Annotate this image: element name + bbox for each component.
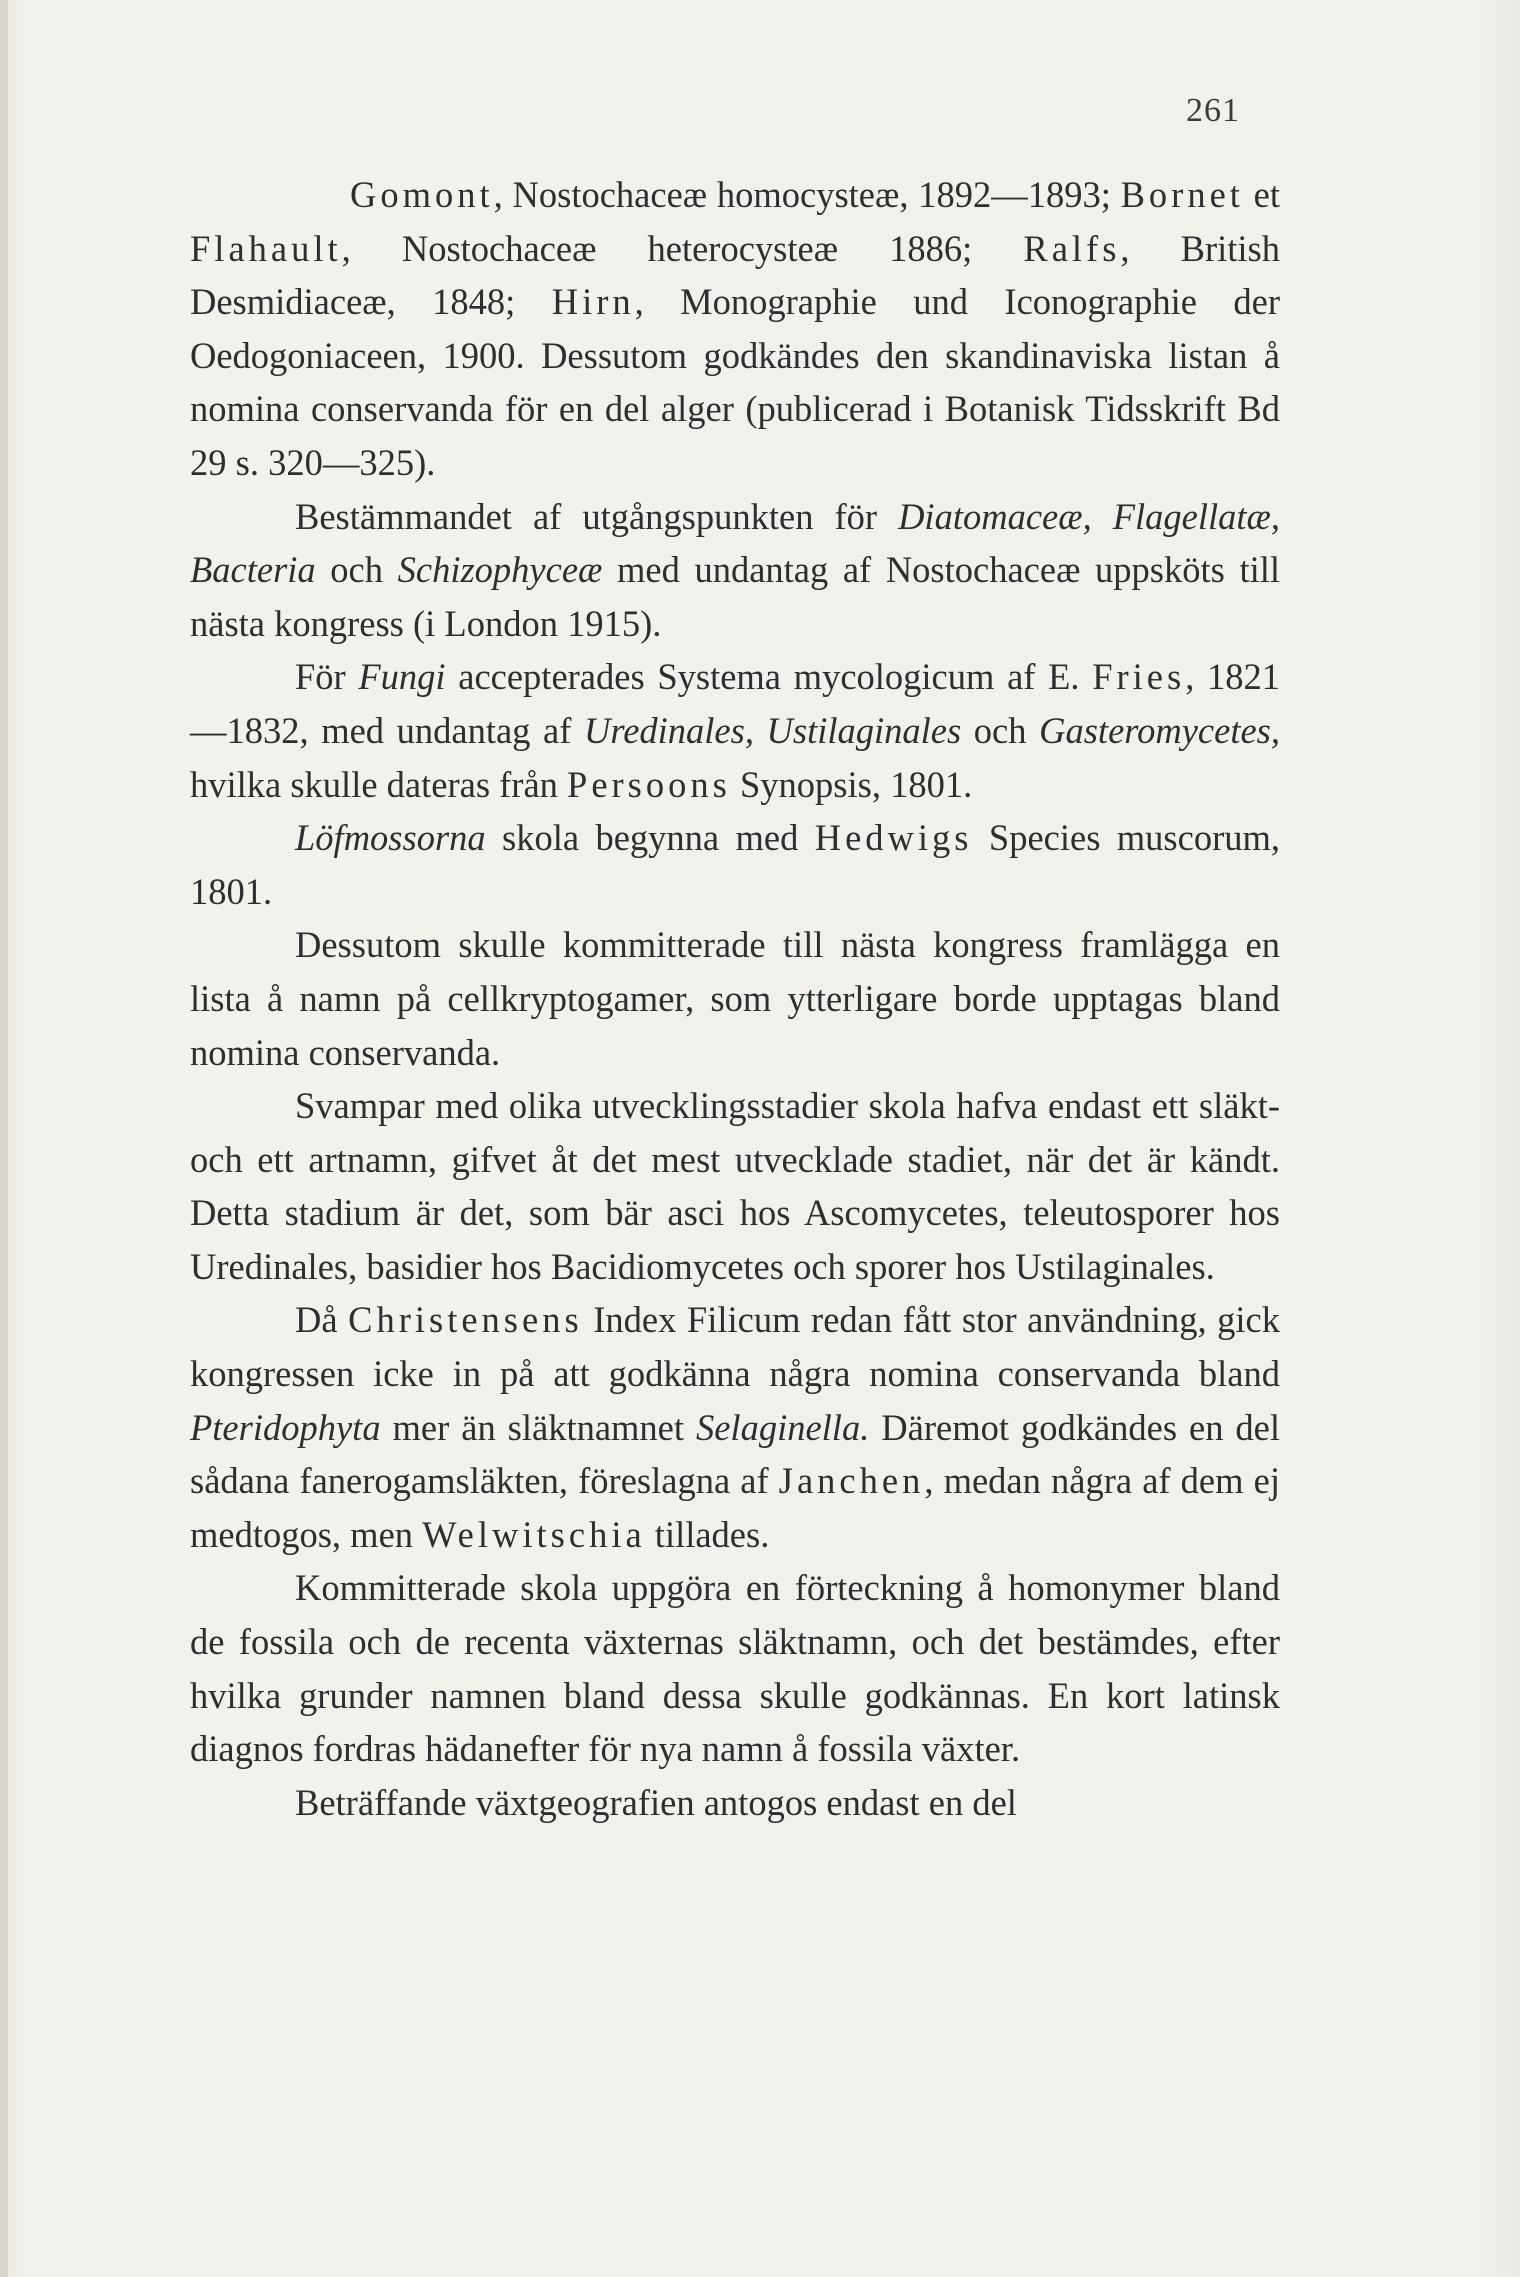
text-run: med undantag af Nostochaceæ uppsköts till nästa kongress (i London 1915). — [190, 549, 1281, 644]
paragraph-4 — [190, 811, 1280, 918]
text-run: Index Filicum redan fått stor användning, gick kongressen icke in på att godkänna några nomina conservanda bland — [190, 1299, 1280, 1395]
text-run: För — [295, 656, 359, 698]
paragraph-8 — [190, 1561, 1280, 1775]
paragraph-9 — [190, 1776, 1280, 1830]
page-binding-edge — [0, 0, 8, 2277]
text-run: accepterades Systema mycologicum af E. — [445, 656, 1093, 698]
text-run: Svampar med olika utvecklingsstadier skola hafva endast ett släkt- och ett artnamn, gifvet åt det mest utvecklade stadiet, när det är kändt. Detta stadium är det, som bär asci hos Ascomycetes, teleutosporer hos Uredinales, basidier hos Bacidiomycetes och sporer hos Ustilaginales. — [190, 1085, 1280, 1287]
text-run: Kommitterade skola uppgöra en förteckning å homonymer bland de fossila och de recenta växternas släktnamn, och det bestämdes, efter hvilka grunder namnen bland dessa skulle godkännas. En kort latinsk diagnos fordras hädanefter för nya namn å fossila växter. — [190, 1567, 1280, 1770]
text-run: , Nostochaceæ homocysteæ, 1892—1893; — [493, 174, 1121, 215]
text-run: Ralfs — [1023, 227, 1121, 269]
paragraph-1 — [190, 168, 1280, 490]
text-run: Däremot godkändes en del sådana fanerogamsläkten, föreslagna af — [190, 1406, 1280, 1502]
text-run: , Monographie und Iconographie der Oedogoniaceen, 1900. Dessutom godkändes den skandinaviska listan å nomina conservanda för en del alger (publicerad i Botanisk Tidsskrift Bd 29 s. 320—325). — [190, 281, 1280, 483]
text-run: skola begynna med — [485, 817, 815, 859]
text-run: Fries — [1092, 656, 1186, 698]
body-text — [190, 168, 1280, 1829]
paragraph-6 — [190, 1079, 1280, 1293]
text-run: , Nostochaceæ heterocysteæ 1886; — [341, 227, 1024, 269]
text-run: Persoons — [567, 763, 731, 805]
paragraph-3 — [190, 650, 1280, 811]
text-run: Dessutom skulle kommitterade till nästa kongress framlägga en lista å namn på cellkryptogamer, som ytterligare borde upptagas bland nomina conservanda. — [190, 924, 1280, 1073]
page-number: 261 — [1186, 92, 1240, 129]
text-run: Pteridophyta — [190, 1406, 381, 1448]
text-run: hvilka skulle dateras från — [190, 763, 568, 805]
text-run: Hirn — [551, 281, 635, 323]
text-run: och — [315, 549, 398, 591]
text-run: Beträffande växtgeografien antogos endast en del — [295, 1781, 1017, 1823]
text-run: , British Desmidiaceæ, 1848; — [190, 227, 1280, 323]
text-run: Diatomaceæ, Flagellatæ, Bacteria — [190, 495, 1281, 591]
text-run: Selaginella. — [695, 1406, 870, 1448]
text-run: Schizophyceæ — [397, 549, 603, 591]
text-run: Uredinales, Ustilaginales — [583, 709, 962, 751]
text-run: Gomont — [350, 174, 494, 215]
text-run: Christensens — [348, 1299, 583, 1341]
text-run: Hedwigs — [814, 817, 973, 859]
text-run: Bornet — [1120, 174, 1244, 215]
text-run: Janchen — [778, 1460, 925, 1502]
paragraph-7 — [190, 1293, 1280, 1561]
text-run: mer än släktnamnet — [380, 1406, 696, 1448]
text-run: Då — [295, 1299, 349, 1341]
text-run: Bestämmandet af utgångspunkten för — [295, 495, 899, 537]
text-run: tillades. — [645, 1513, 770, 1555]
text-run: Species muscorum, 1801. — [190, 817, 1280, 912]
text-run: , medan några af dem ej medtogos, men — [190, 1460, 1280, 1555]
paragraph-5 — [190, 918, 1280, 1079]
text-run: Fungi — [358, 656, 446, 698]
paragraph-2 — [190, 490, 1280, 651]
text-run: et — [1243, 174, 1280, 215]
text-run: och — [961, 709, 1040, 751]
text-run: Synopsis, 1801. — [730, 763, 973, 805]
text-run: Welwitschia — [422, 1513, 646, 1555]
text-run: Löfmossorna — [295, 817, 486, 859]
text-run: , 1821—1832, med undantag af — [190, 656, 1280, 751]
text-run: Flahault — [190, 227, 342, 269]
text-run: Gasteromycetes, — [1039, 709, 1280, 751]
